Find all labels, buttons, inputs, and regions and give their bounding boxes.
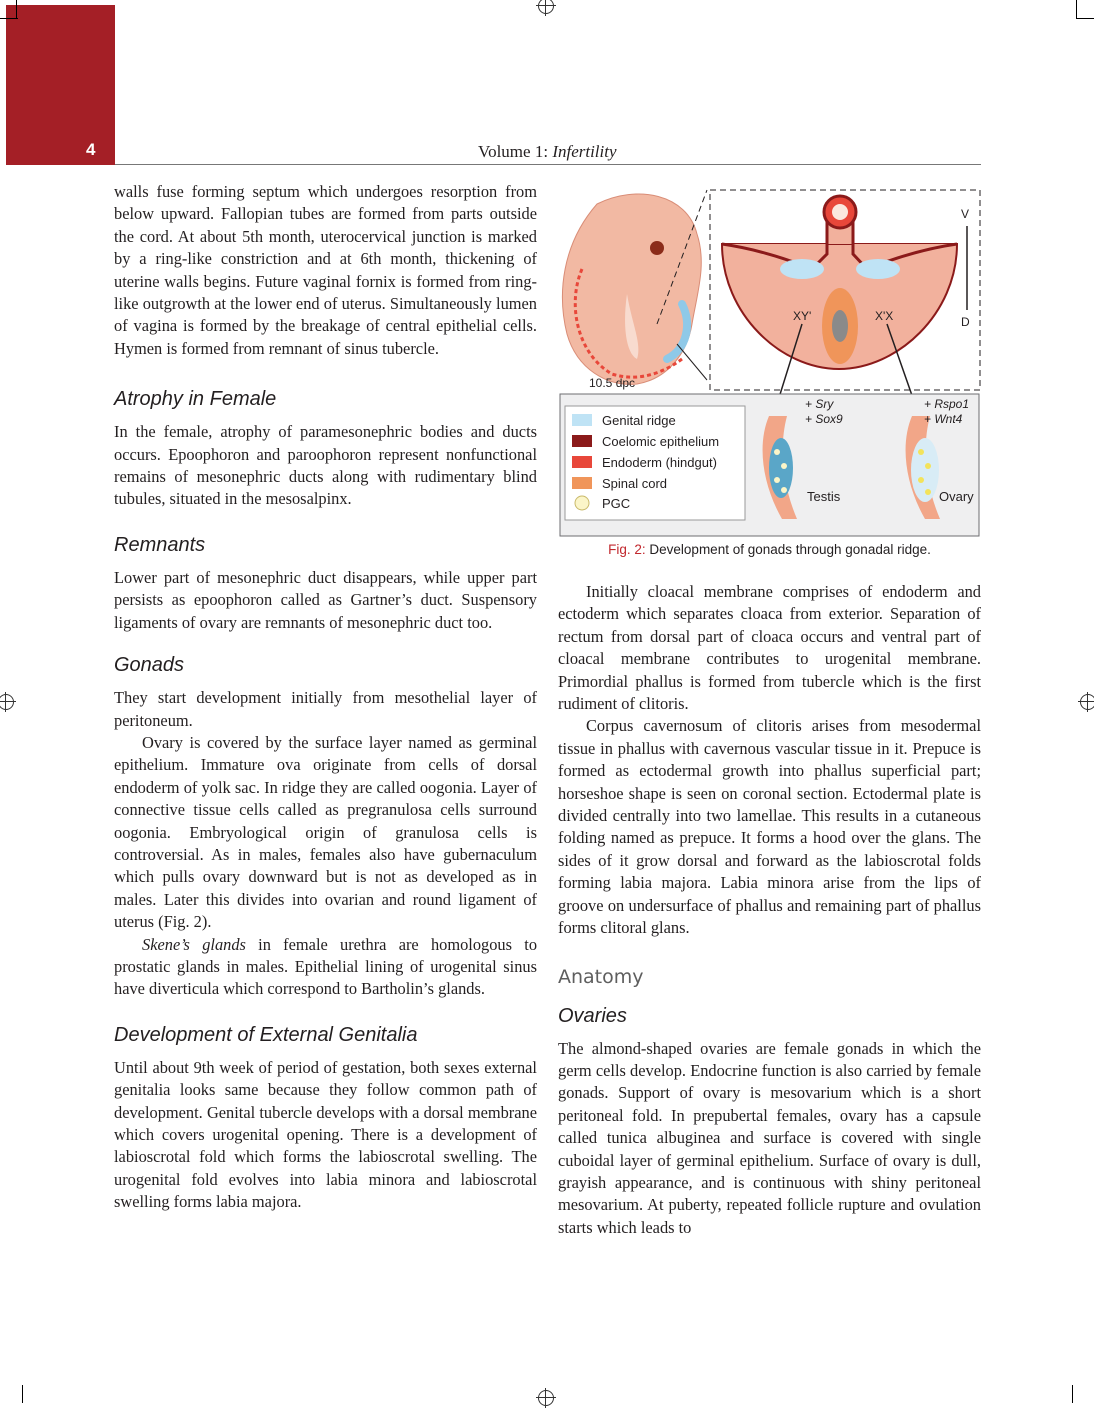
running-head-title: Infertility	[552, 142, 617, 161]
legend-label: PGC	[602, 496, 631, 511]
stage-label: 10.5 dpc	[589, 376, 636, 390]
zoom-line	[677, 344, 707, 380]
running-head-volume: Volume 1:	[478, 142, 553, 161]
xx-label: X'X	[875, 309, 894, 323]
skene-term: Skene’s glands	[142, 934, 246, 954]
paragraph: Initially cloacal membrane comprises of endoderm and ectoderm which separates cloaca from exterior. Separation of rectum from dorsal part of cloaca occurs and ventral part of cloacal membrane contributes to urogenital membrane. Primordial phallus is formed from tubercle which is the first rudiment of clitoris.	[558, 582, 981, 714]
paragraph: Until about 9th week of period of gestation, both sexes external genitalia looks same because they follow common path of development. Genital tubercle develops with a dorsal membrane which covers urogenital opening. There is a development of labioscrotal fold which forms the labioscrotal swelling. The urogenital fold evolves into labia minora and labioscrotal swelling forms labia majora.	[114, 1057, 537, 1212]
registration-mark	[0, 694, 14, 710]
legend-swatch	[572, 435, 592, 447]
figure-2	[557, 184, 982, 574]
heading-ovaries: Ovaries	[558, 1004, 627, 1027]
right-column	[558, 581, 981, 1239]
paragraph: Lower part of mesonephric duct disappears, while upper part persists as epoophoron called as Gartner’s duct. Suspensory ligaments of ovary are remnants of mesonephric duct too.	[114, 567, 537, 632]
figure-caption	[557, 542, 982, 557]
skene-text: in female urethra are homologous to prostatic glands in males. Epithelial lining of urogenital sinus have diverticula which correspond to Bartholin’s glands.	[114, 934, 538, 999]
registration-mark	[538, 1390, 554, 1406]
crop-mark	[16, 0, 17, 18]
running-head	[478, 142, 617, 162]
paragraph: Ovary is covered by the surface layer named as germinal epithelium. Immature ova originate from cells of dorsal endoderm of yolk sac. In ridge they are called oogonia. Layer of connective tissue cells called as pregranulosa cells surround oogonia. Embryological origin of granulosa cells is controversial. As in males, females also have gubernaculum which pulls ovary downward but is not as developed as in males. Later this divides into ovarian and round ligament of uterus (Fig. 2).	[114, 732, 537, 932]
ovary-gene-label: + Rspo1	[924, 397, 970, 411]
testis-label: Testis	[807, 489, 841, 504]
paragraph	[114, 934, 537, 1001]
heading-atrophy: Atrophy in Female	[114, 388, 277, 411]
legend-label: Genital ridge	[602, 413, 676, 428]
legend-swatch	[572, 456, 592, 468]
legend-swatch	[572, 477, 592, 489]
legend-label: Spinal cord	[602, 476, 668, 491]
crop-mark	[1076, 0, 1077, 18]
caption-text: Development of gonads through gonadal ridge.	[645, 542, 931, 557]
ovary-label: Ovary	[939, 489, 974, 504]
legend-label: Endoderm (hindgut)	[602, 455, 717, 470]
legend-swatch	[572, 414, 592, 426]
crop-mark	[22, 1385, 23, 1403]
heading-remnants: Remnants	[114, 533, 206, 556]
axis-d-label: D	[961, 315, 970, 329]
left-column	[114, 181, 537, 1214]
heading-external-genitalia: Development of External Genitalia	[114, 1023, 418, 1046]
legend-label: Coelomic epithelium	[602, 434, 720, 449]
page-number: 4	[86, 140, 96, 159]
crop-mark	[1072, 1385, 1073, 1403]
header-rule	[115, 164, 981, 165]
paragraph: Corpus cavernosum of clitoris arises from mesodermal tissue in phallus with cavernous vascular tissue in it. Prepuce is formed as ectodermal growth into phallus superficial part; horseshoe shape is seen on coronal section. Ectodermal plate is divided centrally into two lamellae. This results in a cutaneous folding named as prepuce. It forms a hood over the glans. The sides of it grow dorsal and forward as the labioscrotal folds forming labia majora. Labia minora arise from the lips of groove on undersurface of phallus and remaining part of phallus forms clitoral glans.	[558, 716, 981, 938]
paragraph: walls fuse forming septum which undergoes resorption from below upward. Fallopian tubes are formed from parts outside the cord. At about 5th month, uterocervical junction is marked by a ring-like constriction and at 6th month, thickening of uterine walls begins. Future vaginal fornix is formed from ring-like outgrowth at the lower end of uterus. Simultaneously lumen of vagina is formed by the breakage of central epithelial cells. Hymen is formed from remnant of sinus tubercle.	[114, 182, 537, 358]
testis-gene-label: + Sox9	[805, 412, 843, 426]
testis-gene-label: + Sry	[805, 397, 834, 411]
gonad-development-diagram	[557, 184, 982, 539]
paragraph: They start development initially from mesothelial layer of peritoneum.	[114, 688, 537, 730]
embryo-illustration	[562, 194, 701, 384]
paragraph: In the female, atrophy of paramesonephric bodies and ducts occurs. Epoophoron and paroophoron represent nonfunctional remains of mesonephric ducts along with rudimentary blind tubules, situated in the mesosalpinx.	[114, 422, 537, 509]
xy-label: XY'	[793, 309, 812, 323]
heading-anatomy: Anatomy	[558, 965, 644, 988]
ovary-gene-label: + Wnt4	[924, 412, 963, 426]
legend-swatch	[575, 496, 589, 510]
crop-mark	[1076, 18, 1094, 19]
heading-gonads: Gonads	[114, 654, 185, 677]
header-color-block	[6, 5, 115, 165]
caption-label: Fig. 2:	[608, 542, 646, 557]
registration-mark	[538, 0, 554, 14]
registration-mark	[1080, 694, 1094, 710]
cross-section-illustration	[722, 196, 957, 369]
axis-v-label: V	[961, 207, 970, 221]
crop-mark	[0, 18, 18, 19]
paragraph: The almond-shaped ovaries are female gonads in which the germ cells develop. Endocrine function is also carried by female gonads. Support of ovary is mesovarium which is a short peritoneal fold. In prepubertal females, ovary has a capsule called tunica albuginea and surface is covered with single cuboidal layer of germinal epithelium. Surface of ovary is dull, grayish appearance, and is continuous with shiny peritoneal mesovarium. At puberty, repeated follicle rupture and ovulation starts which leads to	[558, 1038, 981, 1237]
